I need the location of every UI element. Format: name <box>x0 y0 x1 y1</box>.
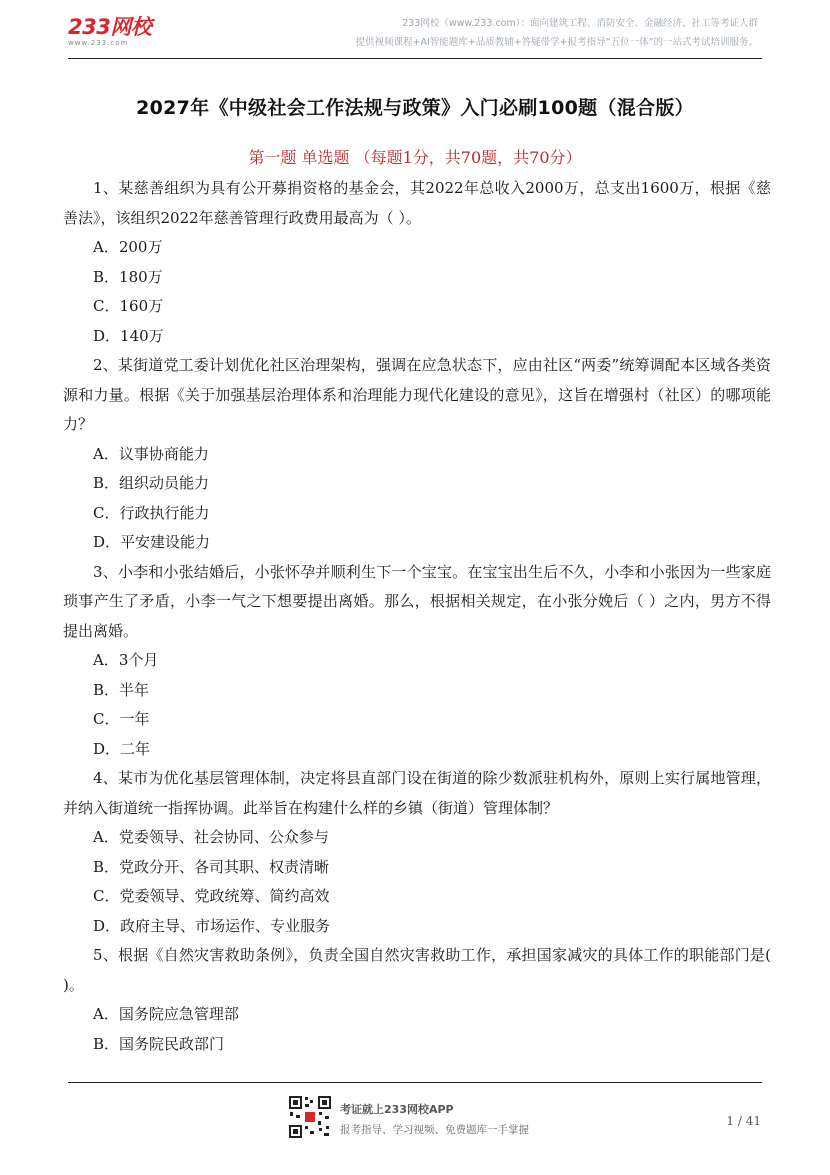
question-stem: 4、某市为优化基层管理体制，决定将县直部门设在街道的除少数派驻机构外，原则上实行属地管理，并纳入街道统一指挥协调。此举旨在构建什么样的乡镇（街道）管理体制？ <box>63 769 771 817</box>
option-d: D．平安建设能力 <box>93 533 211 551</box>
option-a: A．议事协商能力 <box>93 444 209 463</box>
header-tagline <box>356 14 759 52</box>
option-d: D．140万 <box>93 326 164 345</box>
question-item <box>63 558 771 765</box>
option-d: D．二年 <box>93 739 151 758</box>
question-item <box>63 174 771 351</box>
page-header <box>0 0 830 60</box>
question-item <box>63 764 771 941</box>
option-c: C．一年 <box>93 710 150 728</box>
logo-text: 233网校 <box>68 15 152 39</box>
brand-logo[interactable] <box>68 11 151 47</box>
option-a: A．200万 <box>93 238 163 256</box>
header-line-2: 提供视频课程+AI智能题库+品质教辅+答疑带学+报考指导“五位一体”的一站式考试培训服务。 <box>355 37 758 48</box>
question-stem: 2、某街道党工委计划优化社区治理架构，强调在应急状态下，应由社区“两委”统筹调配本区域各类资源和力量。根据《关于加强基层治理体系和治理能力现代化建设的意见》，这旨在增强村（社区）的哪项能力？ <box>63 356 771 433</box>
qr-code-icon[interactable] <box>288 1095 332 1139</box>
option-c: C．160万 <box>93 297 164 315</box>
option-c: C．行政执行能力 <box>93 503 210 522</box>
option-a: A．3个月 <box>93 651 159 669</box>
question-item <box>63 941 771 1059</box>
footer-title: 考证就上233网校APP <box>340 1103 454 1116</box>
option-d: D．政府主导、市场运作、专业服务 <box>93 916 331 935</box>
option-c: C．党委领导、党政统筹、简约高效 <box>93 887 330 905</box>
question-stem: 3、小李和小张结婚后，小张怀孕并顺利生下一个宝宝。在宝宝出生后不久，小李和小张因为一些家庭琐事产生了矛盾，小李一气之下想要提出离婚。那么，根据相关规定，在小张分娩后（ ）之内，男方不得提出离婚。 <box>63 562 771 640</box>
header-divider <box>68 58 762 59</box>
option-b: B．组织动员能力 <box>93 474 210 492</box>
question-item <box>63 351 771 558</box>
footer-divider <box>68 1082 762 1083</box>
header-line-1: 233网校（www.233.com）：面向建筑工程、消防安全、金融经济、社工等考证人群 <box>402 18 758 29</box>
option-b: B．半年 <box>93 680 150 699</box>
option-b: B．党政分开、各司其职、权责清晰 <box>93 857 330 876</box>
page-number: 1 / 41 <box>726 1114 761 1128</box>
section-heading: 第一题 单选题 （每题1分，共70题，共70分） <box>248 148 582 167</box>
option-a: A．国务院应急管理部 <box>93 1005 239 1023</box>
question-stem: 1、某慈善组织为具有公开募捐资格的基金会，其2022年总收入2000万，总支出1600万，根据《慈善法》，该组织2022年慈善管理行政费用最高为（ ）。 <box>63 179 771 227</box>
logo-url: www.233.com <box>68 39 129 47</box>
option-a: A．党委领导、社会协同、公众参与 <box>93 828 329 846</box>
question-stem: 5、根据《自然灾害救助条例》，负责全国自然灾害救助工作，承担国家减灾的具体工作的职能部门是( )。 <box>63 946 771 994</box>
question-list <box>63 174 771 1059</box>
document-title: 2027年《中级社会工作法规与政策》入门必刷100题（混合版） <box>136 97 694 119</box>
footer-subtitle: 报考指导、学习视频、免费题库一手掌握 <box>340 1124 529 1136</box>
option-b: B．国务院民政部门 <box>93 1034 225 1053</box>
option-b: B．180万 <box>93 267 163 286</box>
